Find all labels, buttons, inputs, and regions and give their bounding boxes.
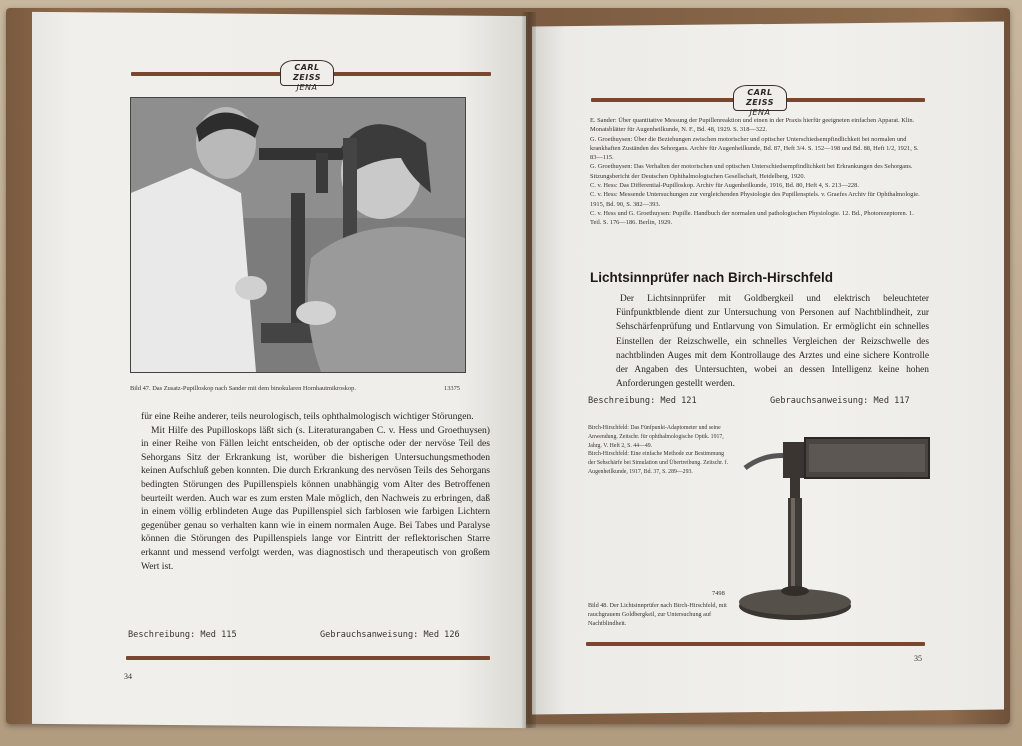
lichtsinnpruefer-illustration	[735, 428, 935, 628]
figure-47-number: 13375	[444, 385, 460, 392]
book-gutter	[522, 12, 536, 728]
left-zeiss-logo	[280, 60, 334, 92]
reference-item: G. Groethuysen: Über die Beziehungen zwischen motorischer und optischer Unterschiedsempfindlichkeit bei normalen und krankhaften Zuständen des Sehorgans. Archiv für Augenheilkunde, Bd. 87, Heft 3/4. S. 152—198 und Bd. 88, Heft 1/2, 1921, S. 83—115.	[590, 135, 919, 162]
right-beschreibung: Beschreibung: Med 121	[588, 396, 697, 406]
reference-item: C. v. Hess: Messende Untersuchungen zur vergleichenden Physiologie des Pupillenspiels. v. Graefes Archiv für Ophthalmologie. 1915, Bd. 90, S. 382—393.	[590, 191, 920, 208]
figure-47-caption: Bild 47. Das Zusatz-Pupilloskop nach Sander mit dem binokularen Hornhautmikroskop.	[130, 385, 356, 392]
figure-48-caption: Bild 48. Der Lichtsinnprüfer nach Birch-Hirschfeld, mit rauchgrauem Goldbergkeil, zur Untersuchung auf Nachtblindheit.	[588, 602, 727, 627]
left-gebrauchsanweisung: Gebrauchsanweisung: Med 126	[320, 630, 460, 640]
reference-item: C. v. Hess: Das Differential-Pupilloskop. Archiv für Augenheilkunde, 1916, Bd. 80, Heft 4, S. 213—228.	[590, 182, 859, 190]
left-paragraph-2: Mit Hilfe des Pupilloskops läßt sich (s. Literaturangaben C. v. Hess und Groethuysen) in einer Reihe von Fällen leicht entscheiden, ob der optische oder der nervöse Teil des Sehorgans Sitz der Erkrankung ist, worüber die bisherigen Untersuchungsmethoden keinen Aufschluß geben konnten. Die durch Erkrankung des nervösen Teils des Sehorgans bedingten Störungen des Pupillenspiels können unabhängig vom Alter des Betroffenen beurteilt werden. Auch war es zum ersten Male möglich, den Nachweis zu erbringen, daß in einem völlig erblindeten Auge das Pupillenspiel sich farblosen wie farbigen Lichtern gegenüber genau so verhalten kann wie in einem normalen Auge. Bei Tabes und Paralyse können die Störungen des Pupillenspiels lange vor Eintritt der reflektorischen Starre erkannt und messend verfolgt werden, was diagnostisch und therapeutisch von großem Wert ist.	[141, 424, 490, 572]
logo-line1: CARL ZEISS	[293, 63, 321, 82]
right-body-text: Der Lichtsinnprüfer mit Goldbergkeil und elektrisch beleuchteter Fünfpunktblende dient zur Untersuchung von Personen auf Nachtblindheit, zur Sehschärfenprüfung und Entlarvung von Simulation. Er ermöglicht ein schnelles Einstellen der Reizschwelle, ein schnelles Vergleichen der Reizschwelle des nachtblinden Auges mit dem Kontrollauge des Arztes und eine sichere Kontrolle der Angaben des Untersuchten, wobei an dessen Intelligenz keine hohen Anforderungen gestellt werden.	[616, 294, 929, 390]
right-page-number: 35	[914, 654, 922, 663]
reference-item: G. Groethuysen: Das Verhalten der motorischen und optischen Unterschiedsempfindlichkeit bei Erkrankungen des Sehorgans. Sitzungsbericht der Deutschen Ophthalmologischen Gesellschaft, Heidelberg, 1920.	[590, 163, 913, 180]
logo-line2: JENA	[296, 83, 318, 92]
left-paragraph-1: für eine Reihe anderer, teils neurologisch, teils ophthalmologisch wichtiger Störungen.	[141, 411, 474, 422]
figure-47-photo	[130, 97, 466, 373]
left-footer-rule	[126, 656, 490, 660]
side-references	[588, 424, 730, 477]
reference-list	[590, 116, 926, 228]
section-heading: Lichtsinnprüfer nach Birch-Hirschfeld	[590, 270, 834, 285]
figure-48-number: 7498	[712, 590, 725, 597]
logo-line2: JENA	[749, 108, 771, 117]
right-zeiss-logo	[733, 85, 787, 117]
left-body-text	[141, 410, 490, 573]
left-beschreibung: Beschreibung: Med 115	[128, 630, 237, 640]
side-reference-item: Birch-Hirschfeld: Eine einfache Methode zur Bestimmung der Sehschärfe bei Simulation und Übertreibung. Zeitschr. f. Augenheilkunde, 1917, Bd. 37, S. 289—293.	[588, 451, 729, 475]
right-footer-rule	[586, 642, 925, 646]
logo-line1: CARL ZEISS	[746, 88, 774, 107]
pupilloscope-photo-illustration	[131, 98, 465, 372]
left-page-number: 34	[124, 672, 132, 681]
reference-item: E. Sander: Über quantitative Messung der Pupillenreaktion und einen in der Praxis hierfür geeigneten einfachen Apparat. Klin. Monatsblätter für Augenheilkunde, N. F., Bd. 48, 1929. S. 318—322.	[590, 117, 915, 134]
side-reference-item: Birch-Hirschfeld: Das Fünfpunkt-Adaptometer und seine Anwendung. Zeitschr. für ophthalmologische Optik. 1917, Jahrg. V. Heft 2, S. 44—49.	[588, 425, 724, 449]
right-gebrauchsanweisung: Gebrauchsanweisung: Med 117	[770, 396, 910, 406]
reference-item: C. v. Hess und G. Groethuysen: Pupille. Handbuch der normalen und pathologischen Physiologie. 12. Bd., Photorezeptoren. 1. Teil. S. 176—186. Berlin, 1929.	[590, 209, 914, 227]
